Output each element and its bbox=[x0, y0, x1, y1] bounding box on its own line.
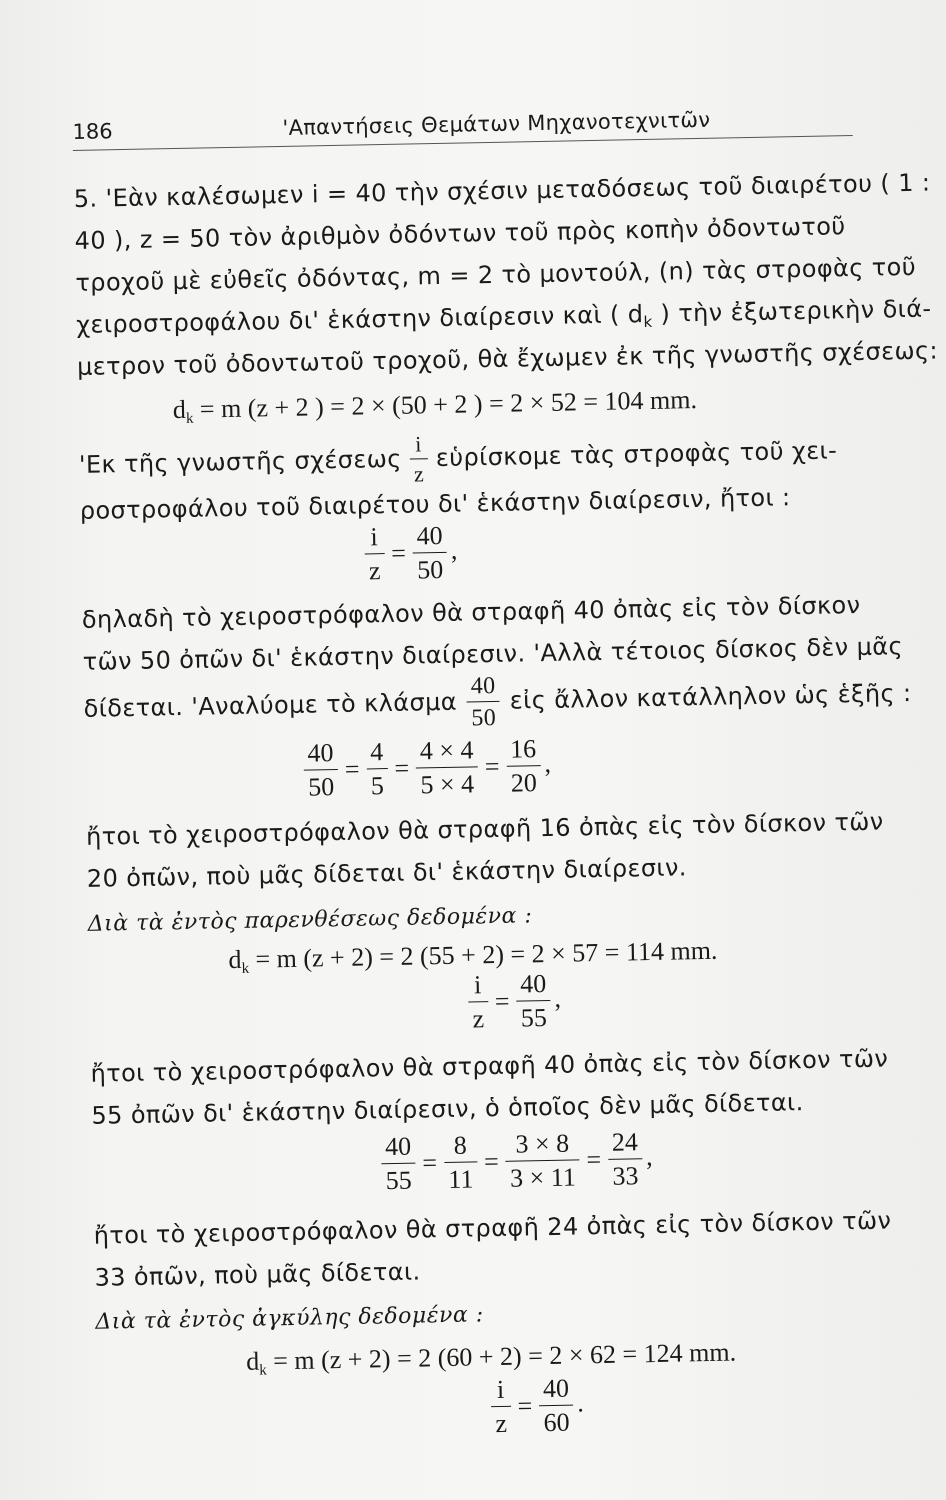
text-line-6a: 'Εκ τῆς γνωστῆς σχέσεως bbox=[78, 444, 402, 479]
equation-ratio-2: $\frac{i}{z}$ = $\frac{40}{55}$ , bbox=[464, 971, 562, 1033]
text-line-1: 5. 'Εὰν καλέσωμεν i = 40 τὴν σχέσιν μεταδόσεως τοῦ διαιρέτου ( 1 : bbox=[73, 168, 931, 213]
fraction-i-z bbox=[491, 1374, 512, 1439]
fraction-4-5 bbox=[366, 739, 388, 799]
text-line-4b: ) τὴν ἐξωτερικὴν διά- bbox=[652, 294, 932, 328]
eq1-d: d bbox=[172, 394, 187, 425]
comma: , bbox=[645, 1142, 653, 1172]
frac-num: 8 bbox=[443, 1132, 477, 1163]
page-number: 186 bbox=[72, 119, 113, 144]
fraction-16-20 bbox=[506, 736, 541, 797]
fraction-8-11 bbox=[443, 1132, 477, 1193]
eq2-sub: k bbox=[241, 960, 250, 977]
frac-den: 55 bbox=[520, 1003, 548, 1033]
frac-den: 5 × 4 bbox=[420, 769, 475, 800]
frac-num: 4 × 4 bbox=[416, 737, 478, 768]
equation-ratio-1: $\frac{i}{z}$ = $\frac{40}{50}$ , bbox=[360, 523, 458, 585]
text-line-10 bbox=[83, 666, 912, 738]
frac-num: 40 bbox=[516, 971, 551, 1002]
text-line-12: 20 ὀπῶν, ποὺ μᾶς δίδεται δι' ἑκάστην διαίρεσιν. bbox=[86, 853, 688, 893]
equation-reduction-1: $\frac{40}{50}$ = $\frac{4}{5}$ = $\frac{4 \times 4}{5 \times 4}$ = $\frac{16}{20}$ , bbox=[299, 736, 551, 801]
fraction-i-over-z bbox=[409, 433, 428, 485]
frac-num: 40 bbox=[303, 740, 338, 771]
frac-num: i bbox=[364, 524, 384, 554]
text-line-15: ἤτοι τὸ χειροστρόφαλον θὰ στραφῆ 24 ὀπὰς εἰς τὸν δίσκον τῶν bbox=[93, 1206, 892, 1250]
comma: , bbox=[554, 983, 562, 1013]
fraction-i-z bbox=[468, 972, 489, 1032]
frac-num: 40 bbox=[412, 523, 447, 554]
comma: , bbox=[450, 535, 458, 565]
subscript-k: k bbox=[643, 312, 653, 332]
eq3-d: d bbox=[245, 1346, 260, 1376]
fraction-3x8-3x11 bbox=[505, 1130, 580, 1191]
frac-den: 50 bbox=[471, 704, 497, 732]
period: . bbox=[576, 1388, 585, 1418]
fraction-24-33 bbox=[608, 1129, 643, 1190]
frac-den: z bbox=[495, 1408, 508, 1439]
equation-dk-1 bbox=[173, 385, 698, 428]
equation-ratio-3: $\frac{i}{z}$ = $\frac{40}{60}$ . bbox=[487, 1375, 585, 1437]
frac-num: 24 bbox=[608, 1129, 643, 1160]
fraction-40-55 bbox=[516, 971, 551, 1032]
frac-den: 11 bbox=[448, 1164, 474, 1194]
frac-den: 50 bbox=[307, 772, 335, 802]
frac-num: i bbox=[409, 433, 428, 459]
frac-den: 60 bbox=[543, 1407, 570, 1438]
fraction-40-50 bbox=[303, 740, 338, 801]
comma: , bbox=[544, 748, 552, 778]
text-line-6 bbox=[78, 425, 837, 492]
text-line-9: τῶν 50 ὀπῶν δι' ἑκάστην διαίρεσιν. 'Αλλὰ τέτοιος δίσκος δὲν μᾶς bbox=[82, 632, 904, 676]
text-line-4 bbox=[76, 295, 932, 342]
eq2-rest: = m (z + 2) = 2 (55 + 2) = 2 × 57 = 114 mm. bbox=[248, 935, 718, 974]
text-line-10b: εἰς ἄλλον κατάλληλον ὡς ἑξῆς : bbox=[509, 678, 912, 715]
frac-num: 40 bbox=[539, 1376, 574, 1407]
eq1-sub: k bbox=[185, 410, 194, 427]
text-line-10a: δίδεται. 'Αναλύομε τὸ κλάσμα bbox=[83, 687, 458, 723]
frac-num: i bbox=[491, 1377, 511, 1407]
text-line-4a: χειροστροφάλου δι' ἑκάστην διαίρεσιν καὶ ( d bbox=[75, 300, 644, 339]
text-line-3: τροχοῦ μὲ εὐθεῖς ὀδόντας, m = 2 τὸ μοντούλ, (n) τὰς στροφὰς τοῦ bbox=[75, 252, 917, 297]
eq3-sub: k bbox=[259, 1362, 267, 1379]
frac-den: z bbox=[472, 1004, 485, 1034]
eq3-rest: = m (z + 2) = 2 (60 + 2) = 2 × 62 = 124 mm. bbox=[266, 1337, 737, 1376]
text-line-7: ροστροφάλου τοῦ διαιρέτου δι' ἑκάστην διαίρεσιν, ἤτοι : bbox=[79, 483, 791, 525]
text-line-13: ἤτοι τὸ χειροστρόφαλον θὰ στραφῆ 40 ὀπὰς εἰς τὸν δίσκον τῶν bbox=[90, 1044, 889, 1088]
frac-num: 3 × 8 bbox=[505, 1130, 579, 1161]
fraction-40-55 bbox=[381, 1131, 416, 1196]
running-title: 'Απαντήσεις Θεμάτων Μηχανοτεχνιτῶν bbox=[282, 107, 711, 140]
text-line-11: ἤτοι τὸ χειροστρόφαλον θὰ στραφῆ 16 ὀπὰς εἰς τὸν δίσκον τῶν bbox=[85, 807, 884, 851]
frac-den: 50 bbox=[416, 554, 444, 585]
text-line-5: μετρον τοῦ ὀδοντωτοῦ τροχοῦ, θὰ ἔχωμεν ἐκ τῆς γνωστῆς σχέσεως: bbox=[76, 336, 939, 381]
text-line-8: δηλαδὴ τὸ χειροστρόφαλον θὰ στραφῆ 40 ὀπὰς εἰς τὸν δίσκον bbox=[81, 590, 861, 634]
eq1-rest: = m (z + 2 ) = 2 × (50 + 2 ) = 2 × 52 = 104 mm. bbox=[193, 385, 698, 424]
frac-num: 16 bbox=[506, 736, 541, 767]
text-line-2: 40 ), z = 50 τὸν ἀριθμὸν ὀδόντων τοῦ πρὸς κοπὴν ὀδοντωτοῦ bbox=[74, 212, 846, 255]
frac-den: 33 bbox=[612, 1161, 639, 1191]
text-line-6b: εὑρίσκομε τὰς στροφὰς τοῦ χει- bbox=[435, 436, 838, 473]
frac-den: 3 × 11 bbox=[509, 1162, 577, 1193]
section-heading-parentheses: Διὰ τὰ ἐντὸς παρενθέσεως δεδομένα : bbox=[87, 903, 533, 937]
frac-den: 20 bbox=[510, 768, 538, 798]
frac-den: 55 bbox=[385, 1165, 412, 1196]
fraction-i-z bbox=[364, 524, 385, 584]
equation-reduction-2: $\frac{40}{55}$ = $\frac{8}{11}$ = $\frac{3 \times 8}{3 \times 11}$ = $\frac{24}{33}$ , bbox=[377, 1129, 653, 1194]
section-heading-brackets: Διὰ τὰ ἐντὸς ἀγκύλης δεδομένα : bbox=[95, 1302, 484, 1335]
running-header bbox=[72, 105, 853, 160]
frac-num: 40 bbox=[381, 1134, 416, 1165]
frac-num: i bbox=[468, 972, 488, 1002]
text-line-14: 55 ὀπῶν δι' ἑκάστην διαίρεσιν, ὁ ὁποῖος δὲν μᾶς δίδεται. bbox=[91, 1088, 804, 1130]
eq2-d: d bbox=[228, 944, 242, 975]
frac-num: 4 bbox=[366, 739, 388, 769]
text-line-16: 33 ὀπῶν, ποὺ μᾶς δίδεται. bbox=[94, 1257, 421, 1292]
frac-den: z bbox=[413, 461, 425, 487]
fraction-4x4-5x4 bbox=[416, 737, 479, 798]
fraction-40-50-inline bbox=[466, 674, 500, 731]
fraction-40-60 bbox=[539, 1373, 574, 1438]
frac-num: 40 bbox=[466, 674, 499, 703]
frac-den: 5 bbox=[370, 771, 385, 801]
fraction-40-50 bbox=[412, 520, 447, 585]
frac-den: z bbox=[368, 556, 381, 586]
equation-dk-3 bbox=[246, 1337, 737, 1379]
